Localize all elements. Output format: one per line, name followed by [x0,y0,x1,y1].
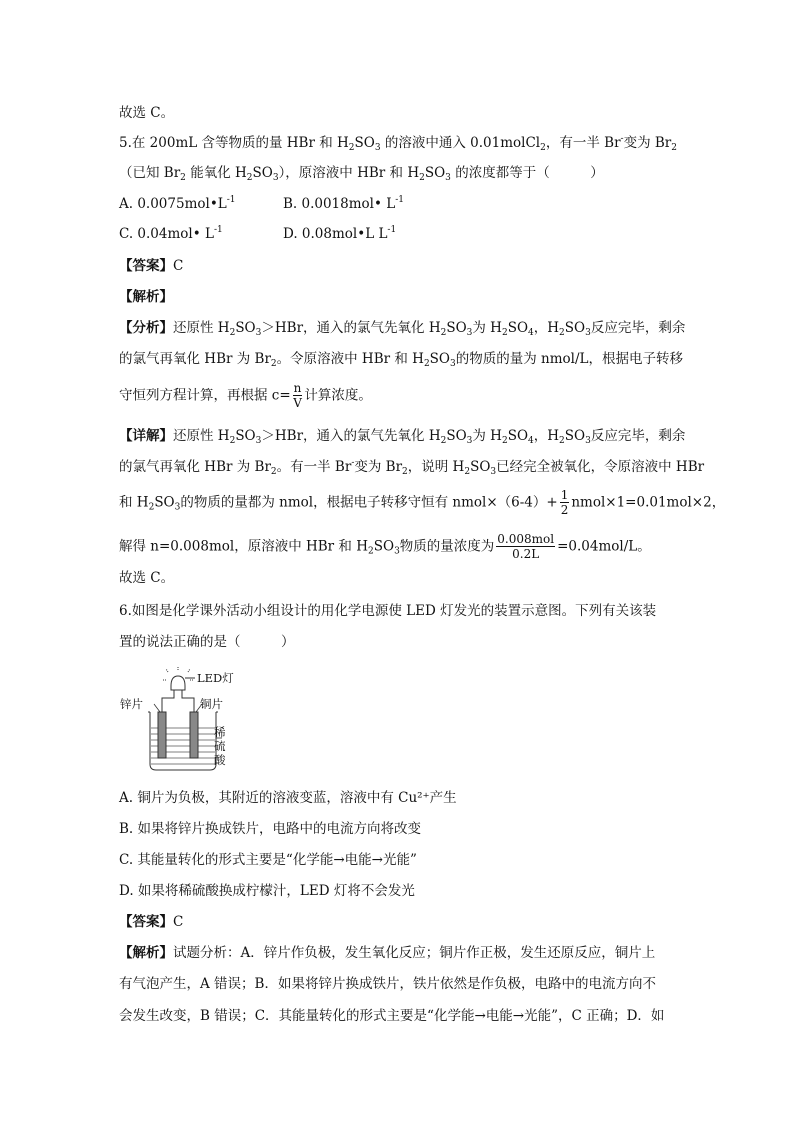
q6-option-b: B. 如果将锌片换成铁片，电路中的电流方向将改变 [119,821,422,837]
acid-label-2: 硫 [214,739,226,753]
analysis-line-3: 守恒列方程计算，再根据 c= $\frac{n}{V}$ 计算浓度。 [119,381,372,410]
copper-electrode [190,712,198,758]
question-6-line-2: 置的说法正确的是（ ） [119,634,295,650]
analysis-line-1: 【分析】还原性 $H_2SO_3>HBr$，通入的氯气先氧化 $H_2SO_3$为 $H_2SO_4$，$H_2SO_3$反应完毕，剩余 [119,320,686,338]
answer-6: 【答案】C [119,914,184,930]
q6-option-c: C. 其能量转化的形式主要是“化学能→电能→光能” [119,852,417,868]
acid-label-3: 酸 [214,753,226,767]
analysis-line-2: 的氯气再氧化 HBr 为 $Br_2$。令原溶液中 HBr 和 $H_2SO_3$的物质的量为 nmol/L，根据电子转移 [119,351,683,369]
led-cell-diagram [120,666,240,776]
question-6-line-1: 6.如图是化学课外活动小组设计的用化学电源使 LED 灯发光的装置示意图。下列有关该装 [119,603,657,619]
options-row-2 [119,224,396,244]
led-label: LED灯 [197,671,234,685]
analysis-heading: 【解析】 [119,289,173,305]
copper-label: 铜片 [200,697,223,711]
q6-option-a: A. 铜片为负极，其附近的溶液变蓝，溶液中有 Cu²⁺产生 [119,790,457,806]
question-5-line-1: 5.在 200mL 含等物质的量 HBr 和 $H_2SO_3$ 的溶液中通入 0.01molCl$_2$，有一半 Br-变为 $Br_2$ [119,134,677,153]
option-a: A. $0.0075mol•L^{-1}$ [119,195,236,212]
analysis-6-line-1: 【解析】试题分析：A．锌片作负极，发生氧化反应；铜片作正极，发生还原反应，铜片上 [119,945,656,961]
led-bulb-icon [163,667,195,696]
text-line: 故选 C。 [119,570,175,586]
answer-5: 【答案】C [119,258,184,274]
acid-label-1: 稀 [214,725,226,739]
text-line: 故选 C。 [119,105,175,121]
zinc-leader-line [154,704,160,712]
q6-option-d: D. 如果将稀硫酸换成柠檬汁，LED 灯将不会发光 [119,883,415,899]
fraction-one-half: $\frac{1}{2}$ [560,488,569,517]
analysis-6-line-3: 会发生改变，B 错误；C．其能量转化的形式主要是“化学能→电能→光能”，C 正确；D．如 [119,1008,665,1024]
wire-circuit [162,696,194,714]
zinc-electrode [158,712,166,758]
detail-line-1: 【详解】还原性 $H_2SO_3>HBr$，通入的氯气先氧化 $H_2SO_3$为 $H_2SO_4$，$H_2SO_3$反应完毕，剩余 [119,428,686,446]
fraction-n-over-v: $\frac{n}{V}$ [293,381,302,410]
question-5-line-2: （已知 $Br_2$ 能氧化 $H_2SO_3$），原溶液中 HBr 和 $H_2SO_3$ 的浓度都等于（ ） [119,165,604,183]
option-c: C. 0.04mol• $L^{-1}$ [119,225,223,242]
option-b: B. 0.0018mol• $L^{-1}$ [283,195,404,212]
fraction-concentration: $\frac{\text{0.008mol}}{0.2L}$ [497,532,555,561]
detail-line-2: 的氯气再氧化 HBr 为 $Br_2$。有一半 Br-变为 $Br_2$，说明 $H_2SO_3$已经完全被氧化，令原溶液中 HBr [119,458,705,477]
detail-line-3: 和 $H_2SO_3$的物质的量都为 nmol，根据电子转移守恒有 nmol×（6-4）+ $\frac{1}{2}$ nmol×1=0.01mol×2， [119,488,726,517]
detail-line-4: 解得 n=0.008mol，原溶液中 HBr 和 $H_2SO_3$物质的量浓度为 $\frac{\text{0.008mol}}{0.2L}$ =0.04mol/L。 [119,532,651,561]
option-d: D. 0.08mol•L $L^{-1}$ [283,225,397,242]
zinc-label: 锌片 [120,697,143,711]
options-row-1 [119,194,404,214]
analysis-6-line-2: 有气泡产生，A 错误；B．如果将锌片换成铁片，铁片依然是作负极，电路中的电流方向不 [119,976,656,992]
